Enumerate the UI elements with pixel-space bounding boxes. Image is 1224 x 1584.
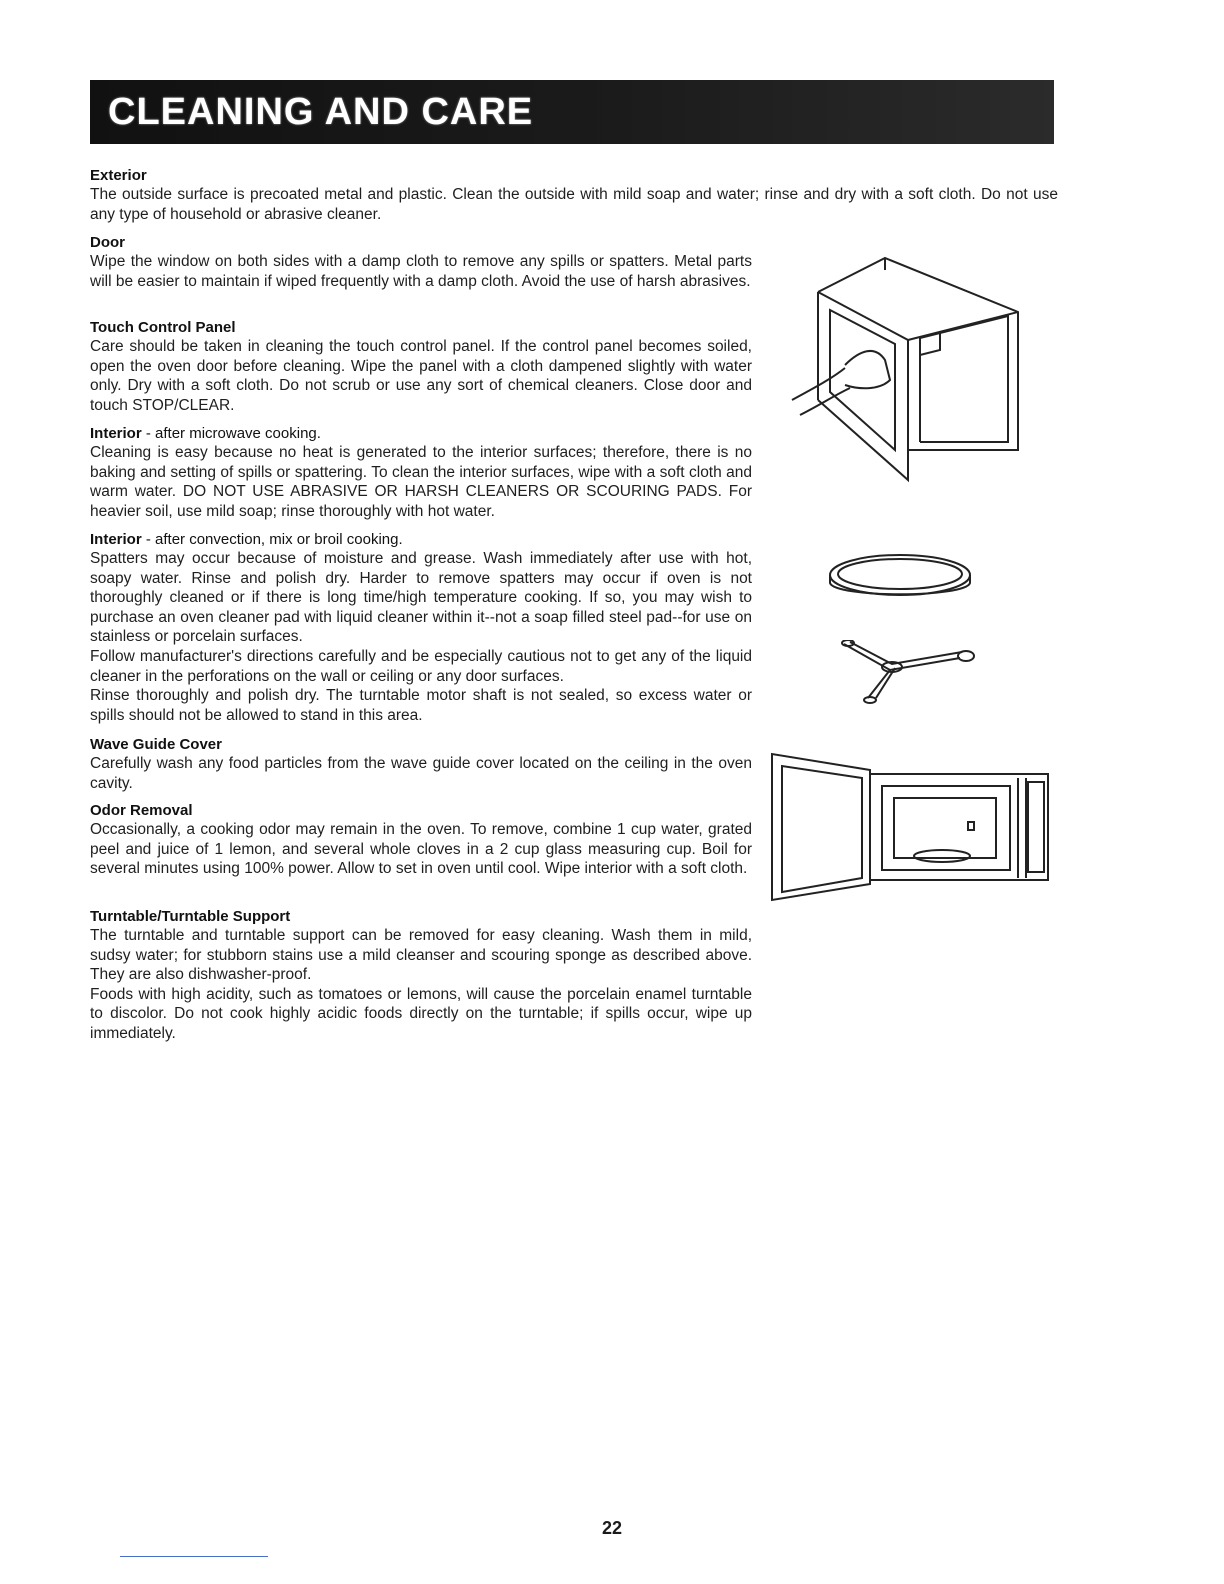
exterior-text: The outside surface is precoated metal and plastic. Clean the outside with mild soap and water; rinse and dry with a soft cloth. Do not use any type of household or abrasive cleaner. [90,186,1058,223]
turntable-illustration [825,550,975,610]
door-cleaning-illustration [790,250,1030,485]
section-turntable [90,907,752,1044]
interior-microwave-heading: Interior [90,425,142,442]
turntable-support-illustration [840,640,980,705]
wave-guide-text: Carefully wash any food particles from the wave guide cover located on the ceiling in the oven cavity. [90,755,752,792]
interior-convection-heading: Interior [90,531,142,548]
interior-microwave-subheading: - after microwave cooking. [141,425,321,442]
footer-rule [120,1556,268,1557]
exterior-heading: Exterior [90,167,147,184]
turntable-heading: Turntable/Turntable Support [90,908,291,925]
interior-convection-text-3: Rinse thoroughly and polish dry. The turntable motor shaft is not sealed, so excess water or spills should not be allowed to stand in this area. [90,687,752,724]
section-door [90,233,752,291]
page-title: CLEANING AND CARE [108,91,534,133]
section-wave-guide-cover [90,735,752,793]
title-banner [90,80,1054,144]
interior-microwave-heading-line [90,424,752,443]
section-interior-convection [90,530,752,725]
touch-panel-text: Care should be taken in cleaning the touch control panel. If the control panel becomes soiled, open the oven door before cleaning. Wipe the panel with a cloth dampened slightly with water only. Dry with a soft cloth. Do not scrub or use any sort of chemical cleaners. Close door and touch STOP/CLEAR. [90,338,752,414]
wave-guide-heading: Wave Guide Cover [90,736,222,753]
section-touch-control-panel [90,318,752,415]
interior-convection-text-1: Spatters may occur because of moisture and grease. Wash immediately after use with hot, soapy water. Rinse and polish dry. Harder to remove spatters may occur if oven is not thoroughly cleaned or if there is long time/high temperature cooking. If so, you may wish to purchase an oven cleaner pad with liquid cleaner within it--not a soap filled steel pad--for use on stainless or porcelain surfaces. [90,550,752,646]
touch-panel-heading: Touch Control Panel [90,319,236,336]
section-odor-removal [90,801,752,879]
open-oven-illustration [770,752,1055,904]
interior-microwave-text: Cleaning is easy because no heat is generated to the interior surfaces; therefore, there is no baking and setting of spills or spattering. To clean the interior surfaces, wipe with a soft cloth and warm water. DO NOT USE ABRASIVE OR HARSH CLEANERS OR SCOURING PADS. For heavier soil, use mild soap; rinse thoroughly with hot water. [90,444,752,520]
odor-text: Occasionally, a cooking odor may remain in the oven. To remove, combine 1 cup water, grated peel and juice of 1 lemon, and several whole cloves in a 2 cup glass measuring cup. Boil for several minutes using 100% power. Allow to set in oven until cool. Wipe interior with a soft cloth. [90,821,752,878]
door-text: Wipe the window on both sides with a damp cloth to remove any spills or spatters. Metal parts will be easier to maintain if wiped frequently with a damp cloth. Avoid the use of harsh abrasives. [90,253,752,290]
door-heading: Door [90,234,125,251]
interior-convection-subheading: - after convection, mix or broil cooking. [141,531,403,548]
page-number: 22 [601,1518,623,1538]
odor-heading: Odor Removal [90,802,193,819]
section-exterior [90,166,1058,224]
turntable-text-1: The turntable and turntable support can be removed for easy cleaning. Wash them in mild, sudsy water; for stubborn stains use a mild cleanser and scouring sponge as described above. They are also dishwasher-proof. [90,927,752,984]
turntable-text-2: Foods with high acidity, such as tomatoes or lemons, will cause the porcelain enamel turntable to discolor. Do not cook highly acidic foods directly on the turntable; if spills occur, wipe up immediately. [90,985,752,1042]
interior-convection-heading-line [90,530,752,549]
section-interior-microwave [90,424,752,521]
interior-convection-text-2: Follow manufacturer's directions carefully and be especially cautious not to get any of the liquid cleaner in the perforations on the wall or ceiling or any door surfaces. [90,647,752,685]
